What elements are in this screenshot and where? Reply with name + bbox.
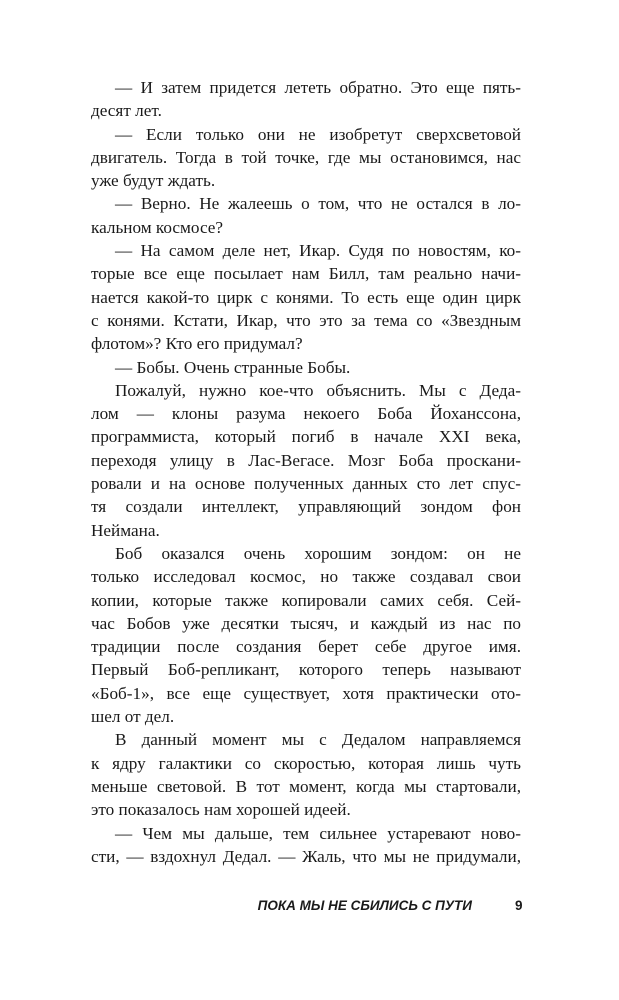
text-line: уже будут ждать. — [91, 171, 216, 191]
page-footer — [0, 893, 619, 919]
text-line: ровали и на основе полученных данных сто лет спус- — [91, 474, 521, 494]
text-line: В данный момент мы с Дедалом направляемся — [115, 730, 521, 750]
text-line: час Бобов уже десятки тысяч, и каждый из нас по — [91, 613, 521, 633]
text-line: к ядру галактики со скоростью, которая лишь чуть — [91, 753, 521, 773]
text-line: — Чем мы дальше, тем сильнее устаревают ново- — [115, 823, 521, 843]
text-line: Пожалуй, нужно кое-что объяснить. Мы с Дедa- — [115, 380, 521, 400]
text-line: торые все еще посылает нам Билл, там реально начи- — [91, 264, 521, 284]
text-line: кальном космосе? — [91, 217, 224, 237]
text-line: с конями. Кстати, Икар, что это за тема со «Звездным — [91, 310, 521, 330]
text-line: «Боб-1», все еще существует, хотя практически ото- — [91, 683, 521, 703]
text-line: переходя улицу в Лас-Вегасе. Мозг Боба проскани- — [91, 450, 521, 470]
text-line: меньше световой. В тот момент, когда мы стартовали, — [91, 776, 521, 796]
text-line: двигатель. Тогда в той точке, где мы остановимся, нас — [91, 147, 521, 167]
text-line: шел от дел. — [91, 707, 175, 727]
text-line: традиции после создания берет себе другое имя. — [91, 637, 521, 657]
text-line: — Если только они не изобретут сверхсветовой — [115, 124, 521, 144]
text-line: только исследовал космос, но также создавал свои — [91, 567, 521, 587]
text-line: копии, которые также копировали самих себя. Сей- — [91, 590, 521, 610]
text-line: тя создали интеллект, управляющий зондом фон — [91, 497, 521, 517]
text-line: — Верно. Не жалеешь о том, что не остался в ло- — [115, 194, 521, 214]
text-line: Первый Боб-репликант, которого теперь называют — [91, 660, 521, 680]
text-line: сти, — вздохнул Дедал. — Жаль, что мы не придумали, — [91, 846, 521, 866]
text-line: — На самом деле нет, Икар. Судя по новостям, ко- — [115, 241, 521, 261]
body-text — [91, 76, 521, 868]
text-line: это показалось нам хорошей идеей. — [91, 800, 351, 820]
text-line: — Бобы. Очень странные Бобы. — [115, 357, 351, 377]
text-line: Неймана. — [91, 520, 160, 540]
text-line: флотом»? Кто его придумал? — [91, 334, 303, 354]
text-line: лом — клоны разума некоего Боба Йоханссона, — [91, 404, 521, 424]
text-line: — И затем придется лететь обратно. Это еще пять- — [115, 78, 521, 97]
running-title: ПОКА МЫ НЕ СБИЛИСЬ С ПУТИ — [257, 898, 472, 913]
text-line: нается какой-то цирк с конями. То есть еще один цирк — [91, 287, 521, 307]
text-line: десят лет. — [91, 101, 162, 121]
text-line: программиста, который погиб в начале XXI века, — [91, 427, 521, 447]
page-number: 9 — [515, 898, 523, 913]
text-line: Боб оказался очень хорошим зондом: он не — [115, 543, 521, 563]
